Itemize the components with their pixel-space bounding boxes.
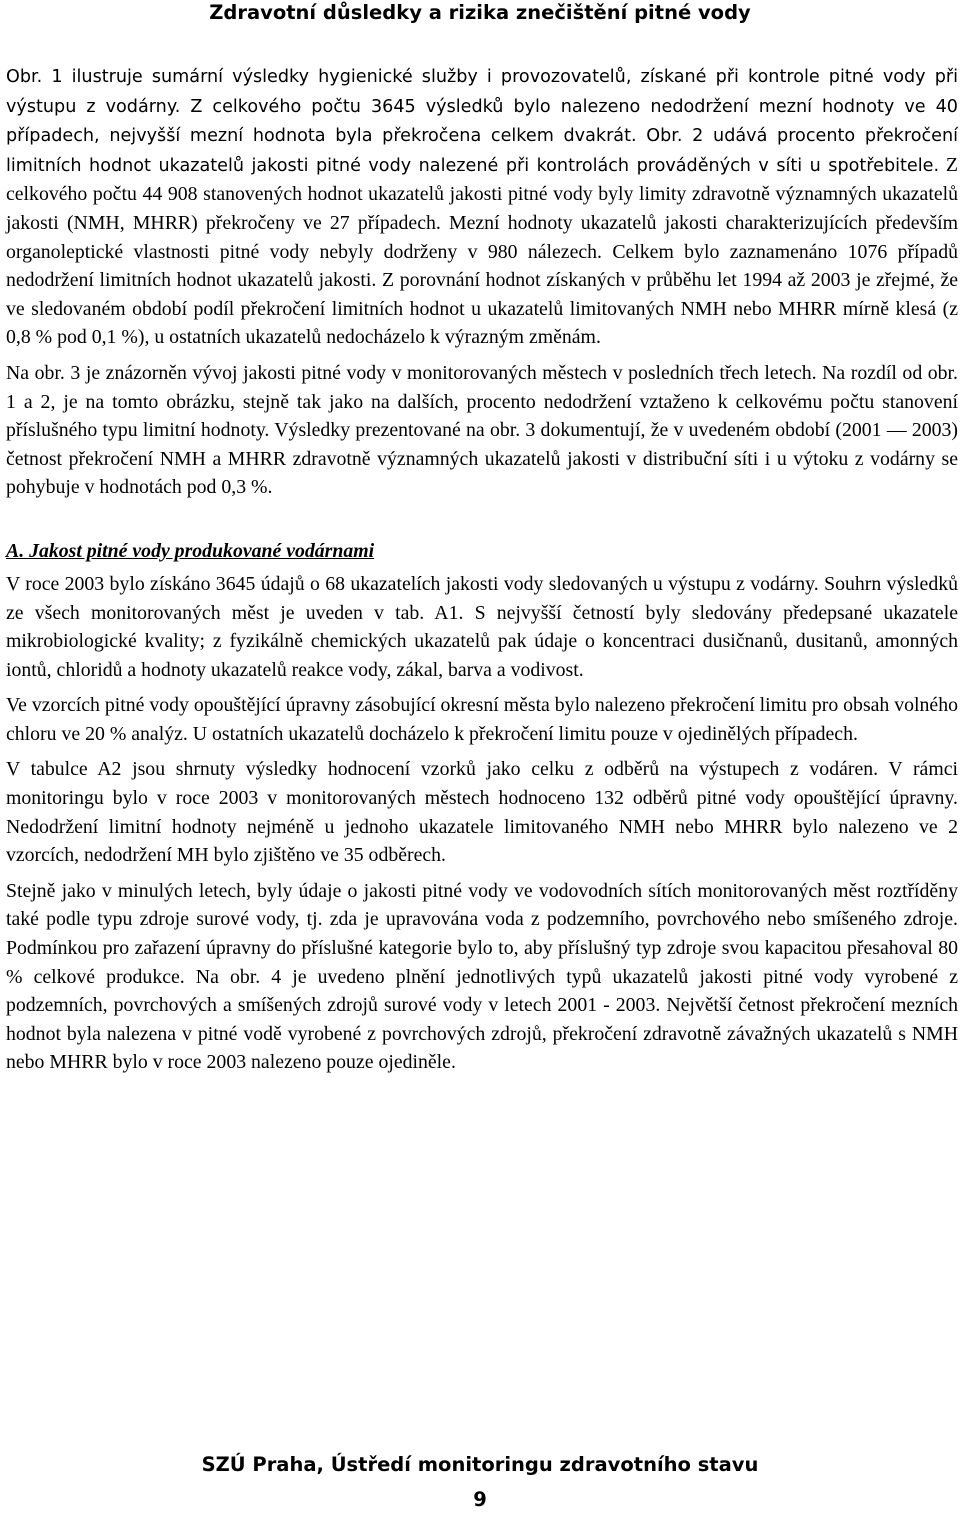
paragraph-obr1-serif-part: Z celkového počtu 44 908 stanovených hodnot ukazatelů jakosti pitné vody byly limity zdravotně významných ukazatelů jakosti (NMH, MHRR) překročeny ve 27 případech. Mezní hodnoty ukazatelů jakosti charakterizujících především organoleptické vlastnosti pitné vody nebyly dodrženy v 980 nálezech. Celkem bylo zaznamenáno 1076 případů nedodržení limitních hodnot ukazatelů jakosti. Z porovnání hodnot získaných v průběhu let 1994 až 2003 je zřejmé, že ve sledovaném období podíl překročení limitních hodnot u ukazatelů limitovaných NMH nebo MHRR mírně klesá (z 0,8 % pod 0,1 %), u ostatních ukazatelů nedocházelo k výrazným změnám.: [6, 153, 958, 349]
paragraph-production-summary: V roce 2003 bylo získáno 3645 údajů o 68 ukazatelích jakosti vody sledovaných u výstupu z vodárny. Souhrn výsledků ze všech monitorovaných měst je uveden v tab. A1. S nejvyšší četností byly sledovány předepsané ukazatele mikrobiologické kvality; z fyzikálně chemických ukazatelů pak údaje o koncentraci dusičnanů, dusitanů, amonných iontů, chloridů a hodnoty ukazatelů reakce vody, zákal, barva a vodivost.: [6, 572, 958, 681]
document-body: [6, 62, 958, 1077]
page-header-title: Zdravotní důsledky a rizika znečištění pitné vody: [209, 1, 751, 24]
paragraph-obr3: Na obr. 3 je znázorněn vývoj jakosti pitné vody v monitorovaných městech v posledních třech letech. Na rozdíl od obr. 1 a 2, je na tomto obrázku, stejně tak jako na dalších, procento nedodržení vztaženo k celkovému počtu stanovení příslušného typu limitní hodnoty. Výsledky prezentované na obr. 3 dokumentují, že v uvedeném období (2001 — 2003) četnost překročení NMH a MHRR zdravotně významných ukazatelů jakosti v distribuční síti i u výtoku z vodárny se pohybuje v hodnotách pod 0,3 %.: [6, 361, 958, 499]
paragraph-obr1: [6, 62, 958, 352]
paragraph-table-a2: V tabulce A2 jsou shrnuty výsledky hodnocení vzorků jako celku z odběrů na výstupech z vodáren. V rámci monitoringu bylo v roce 2003 v monitorovaných městech hodnoceno 132 odběrů pitné vody opouštějící úpravny. Nedodržení limitní hodnoty nejméně u jednoho ukazatele limitovaného NMH nebo MHRR bylo nalezeno ve 2 vzorcích, nedodržení MH bylo zjištěno ve 35 odběrech.: [6, 758, 958, 867]
page-number: 9: [473, 1488, 487, 1511]
paragraph-obr1-sans-part: Obr. 1 ilustruje sumární výsledky hygienické služby i provozovatelů, získané při kontrole pitné vody při výstupu z vodárny. Z celkového počtu 3645 výsledků bylo nalezeno nedodržení mezní hodnoty ve 40 případech, nejvyšší mezní hodnota byla překročena celkem dvakrát. Obr. 2 udává procento překročení limitních hodnot ukazatelů jakosti pitné vody nalezené při kontrolách prováděných v síti u spotřebitele.: [6, 67, 958, 176]
paragraph-free-chlorine: Ve vzorcích pitné vody opouštějící úpravny zásobující okresní města bylo nalezeno překročení limitu pro obsah volného chloru ve 20 % analýz. U ostatních ukazatelů docházelo k překročení limitu pouze v ojedinělých případech.: [6, 694, 958, 745]
paragraph-source-types: Stejně jako v minulých letech, byly údaje o jakosti pitné vody ve vodovodních sítích monitorovaných měst roztříděny také podle typu zdroje surové vody, tj. zda je upravována voda z podzemního, povrchového nebo smíšeného zdroje. Podmínkou pro zařazení úpravny do příslušné kategorie bylo to, aby příslušný typ zdroje svou kapacitou přesahoval 80 % celkové produkce. Na obr. 4 je uvedeno plnění jednotlivých typů ukazatelů jakosti pitné vody vyrobené z podzemních, povrchových a smíšených zdrojů surové vody v letech 2001 - 2003. Největší četnost překročení mezních hodnot byla nalezena v pitné vodě vyrobené z povrchových zdrojů, překročení zdravotně závažných ukazatelů s NMH nebo MHRR bylo v roce 2003 nalezeno pouze ojediněle.: [6, 879, 958, 1074]
footer-organization: SZÚ Praha, Ústředí monitoringu zdravotního stavu: [201, 1453, 759, 1476]
section-heading-a: A. Jakost pitné vody produkované vodárnami: [6, 539, 375, 562]
